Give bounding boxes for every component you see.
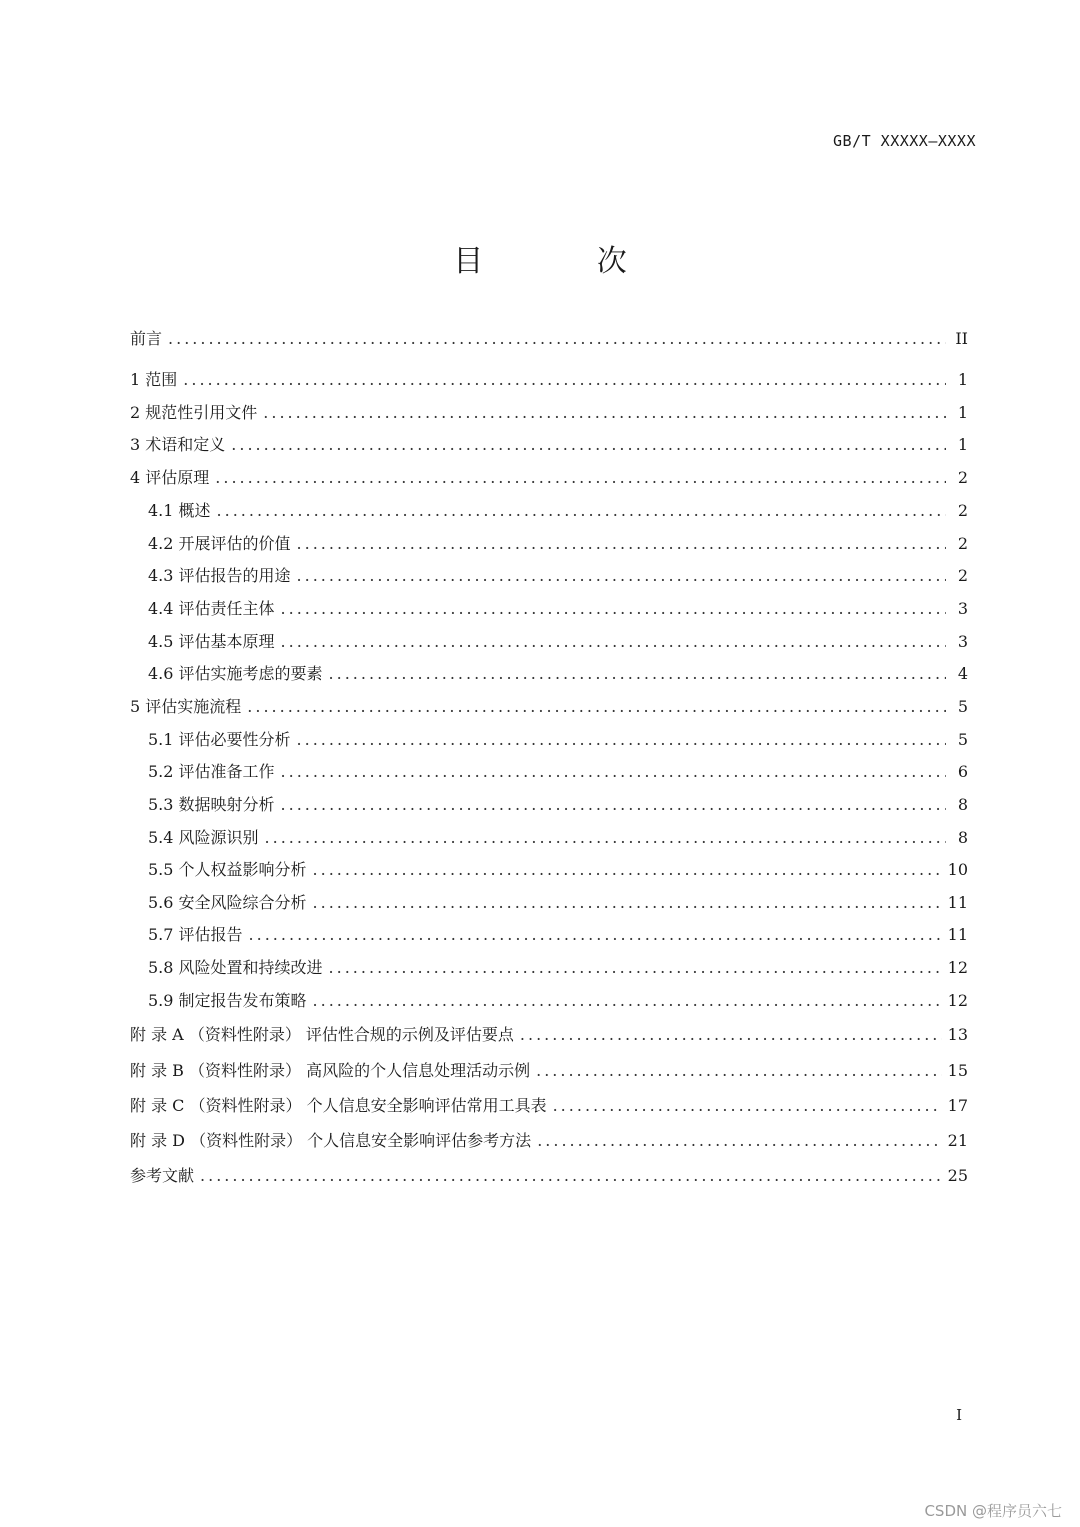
toc-label: 5.2 评估准备工作 [148, 762, 275, 781]
toc-page: 5 [957, 730, 968, 749]
toc-leader [183, 370, 946, 389]
toc-page: 11 [947, 925, 968, 944]
toc-label: 1 范围 [130, 370, 178, 389]
toc-label: 4.3 评估报告的用途 [148, 566, 291, 585]
toc-entry-sub[interactable] [148, 792, 968, 816]
toc-page: II [955, 329, 968, 348]
toc-label: 3 术语和定义 [130, 435, 226, 454]
toc-entry[interactable] [130, 400, 968, 424]
page-title: 目 次 [453, 244, 679, 279]
page-number: I [956, 1406, 962, 1424]
toc-leader [247, 697, 946, 716]
toc-leader [297, 534, 946, 553]
toc-page: 17 [947, 1096, 968, 1115]
toc-entry-sub[interactable] [148, 661, 968, 685]
toc-label: 5.4 风险源识别 [148, 828, 259, 847]
toc-entry-sub[interactable] [148, 498, 968, 522]
toc-leader [520, 1025, 942, 1044]
toc-entry-sub[interactable] [148, 988, 968, 1012]
toc-leader [553, 1096, 942, 1115]
toc-label: 5.7 评估报告 [148, 925, 243, 944]
toc-leader [281, 599, 946, 618]
toc-entry-appendix-d[interactable] [130, 1128, 968, 1152]
toc-label: 4.5 评估基本原理 [148, 632, 275, 651]
toc-entry-sub[interactable] [148, 596, 968, 620]
toc-leader [263, 403, 946, 422]
toc-label: 4.2 开展评估的价值 [148, 534, 291, 553]
toc-label: 4 评估原理 [130, 468, 210, 487]
toc-leader [215, 468, 946, 487]
toc-label: 4.1 概述 [148, 501, 211, 520]
toc-label: 5.9 制定报告发布策略 [148, 991, 307, 1010]
toc-entry-appendix-b[interactable] [130, 1058, 968, 1082]
toc-label: 附 录 C （资料性附录） 个人信息安全影响评估常用工具表 [130, 1096, 547, 1115]
toc-entry-sub[interactable] [148, 531, 968, 555]
toc-page: 15 [947, 1061, 968, 1080]
toc-label: 4.6 评估实施考虑的要素 [148, 664, 323, 683]
toc-label: 附 录 A （资料性附录） 评估性合规的示例及评估要点 [130, 1025, 514, 1044]
toc-entry-sub[interactable] [148, 727, 968, 751]
toc-leader [265, 828, 946, 847]
toc-entry-sub[interactable] [148, 825, 968, 849]
toc-page: 8 [957, 795, 968, 814]
toc-page: 2 [957, 501, 968, 520]
toc-page: 12 [947, 991, 968, 1010]
toc-page: 2 [957, 566, 968, 585]
toc-page: 5 [957, 697, 968, 716]
toc-entry-preface[interactable] [130, 326, 968, 350]
toc-label: 5 评估实施流程 [130, 697, 242, 716]
toc-label: 4.4 评估责任主体 [148, 599, 275, 618]
toc-page: 25 [947, 1166, 968, 1185]
toc-leader [313, 991, 942, 1010]
toc-entry-references[interactable] [130, 1163, 968, 1187]
toc-leader [313, 893, 942, 912]
toc-entry-appendix-c[interactable] [130, 1093, 968, 1117]
toc-page: 10 [947, 860, 968, 879]
toc-leader [537, 1131, 941, 1150]
toc-leader [231, 435, 946, 454]
toc-leader [249, 925, 942, 944]
toc-label: 前言 [130, 329, 163, 348]
toc-leader [281, 795, 946, 814]
toc-label: 5.8 风险处置和持续改进 [148, 958, 323, 977]
toc-leader [297, 566, 946, 585]
toc-leader [313, 860, 942, 879]
toc-leader [329, 958, 942, 977]
toc-page: 6 [957, 762, 968, 781]
toc-page: 4 [957, 664, 968, 683]
toc-page: 1 [957, 403, 968, 422]
toc-page: 11 [947, 893, 968, 912]
toc-label: 5.1 评估必要性分析 [148, 730, 291, 749]
toc-entry-sub[interactable] [148, 922, 968, 946]
toc-label: 附 录 B （资料性附录） 高风险的个人信息处理活动示例 [130, 1061, 531, 1080]
toc-page: 1 [957, 370, 968, 389]
toc-entry-sub[interactable] [148, 629, 968, 653]
toc-leader [329, 664, 946, 683]
toc-page: 3 [957, 599, 968, 618]
toc-label: 附 录 D （资料性附录） 个人信息安全影响评估参考方法 [130, 1131, 532, 1150]
toc-entry-sub[interactable] [148, 955, 968, 979]
toc-page: 3 [957, 632, 968, 651]
toc-label: 5.5 个人权益影响分析 [148, 860, 307, 879]
toc-leader [168, 329, 946, 348]
watermark: CSDN @程序员六七 [924, 1502, 1062, 1520]
toc-label: 5.3 数据映射分析 [148, 795, 275, 814]
toc-entry-sub[interactable] [148, 890, 968, 914]
toc-page: 12 [947, 958, 968, 977]
toc-page: 1 [957, 435, 968, 454]
toc-entry[interactable] [130, 465, 968, 489]
toc-page: 2 [957, 468, 968, 487]
toc-entry-sub[interactable] [148, 857, 968, 881]
toc-leader [281, 762, 946, 781]
toc-entry-sub[interactable] [148, 563, 968, 587]
toc-label: 5.6 安全风险综合分析 [148, 893, 307, 912]
toc-leader [297, 730, 946, 749]
toc-page: 13 [947, 1025, 968, 1044]
toc-entry[interactable] [130, 432, 968, 456]
toc-label: 参考文献 [130, 1166, 195, 1185]
toc-entry[interactable] [130, 694, 968, 718]
standard-code: GB/T XXXXX—XXXX [833, 132, 976, 150]
toc-leader [217, 501, 946, 520]
toc-leader [281, 632, 946, 651]
toc-label: 2 规范性引用文件 [130, 403, 258, 422]
toc-entry[interactable] [130, 367, 968, 391]
toc-leader [536, 1061, 942, 1080]
toc-page: 8 [957, 828, 968, 847]
toc-entry-sub[interactable] [148, 759, 968, 783]
toc-leader [200, 1166, 942, 1185]
toc-page: 2 [957, 534, 968, 553]
toc-page: 21 [947, 1131, 968, 1150]
toc-entry-appendix-a[interactable] [130, 1022, 968, 1046]
